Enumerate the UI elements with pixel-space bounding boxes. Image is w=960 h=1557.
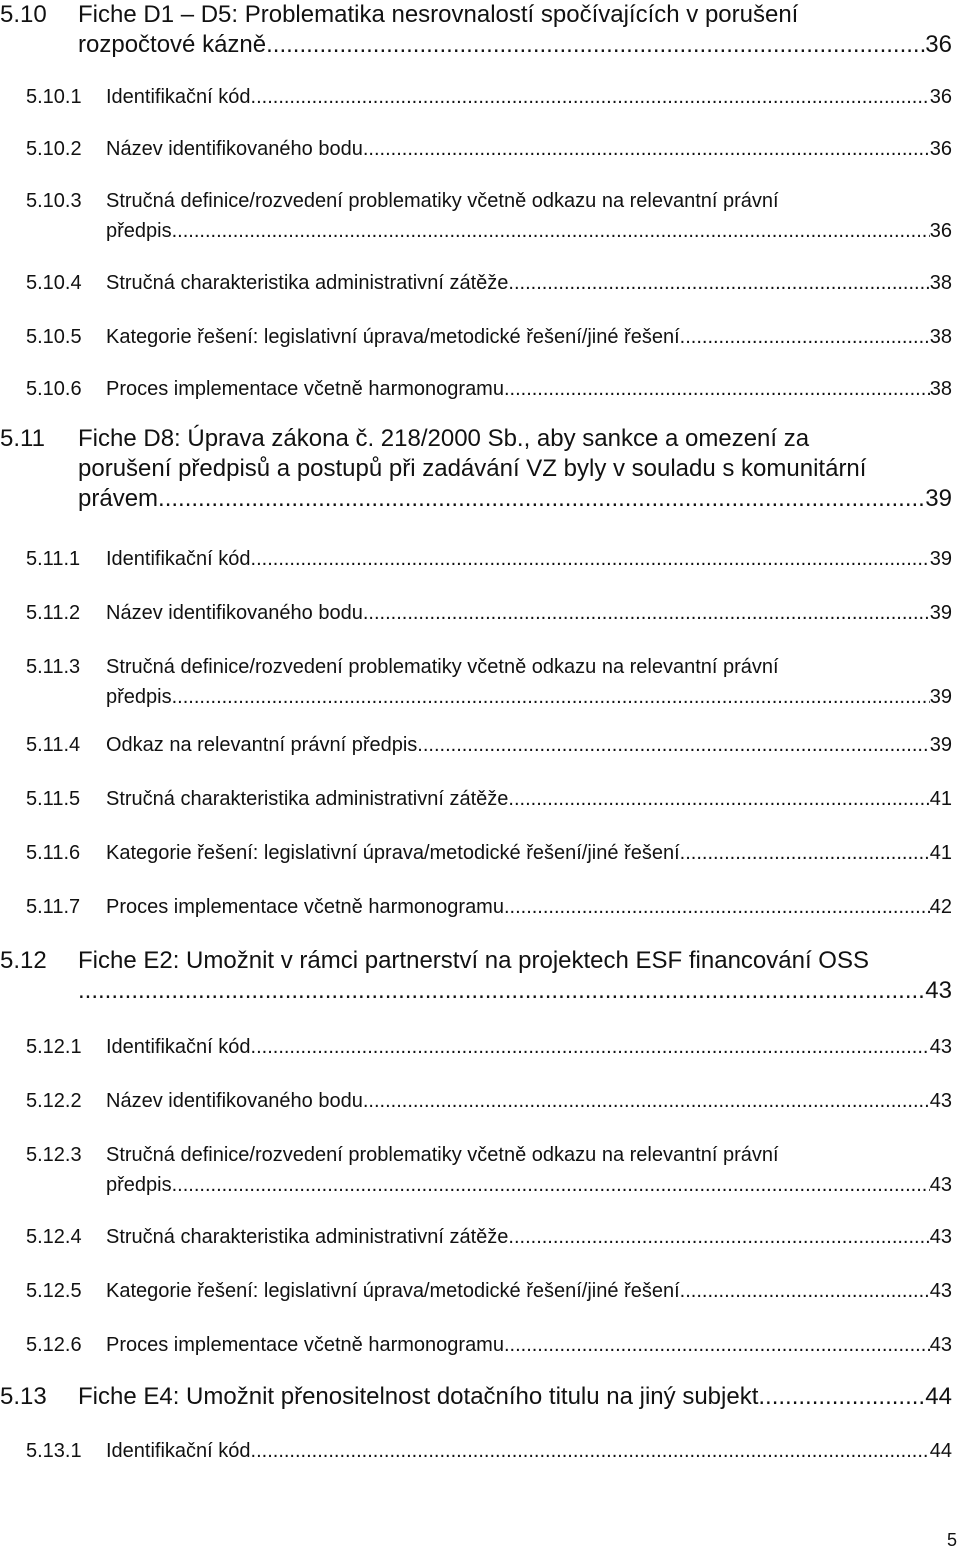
toc-entry-title: právem (78, 485, 159, 512)
toc-entry-page: 42 (929, 896, 952, 918)
toc-entry-number: 5.10.1 (26, 86, 82, 108)
toc-entry-page: 38 (929, 326, 952, 348)
toc-entry-number: 5.13.1 (26, 1440, 82, 1462)
toc-entry[interactable] (0, 1330, 952, 1360)
dot-leader (680, 838, 930, 868)
toc-entry-title: Stručná charakteristika administrativní zátěže (106, 788, 509, 810)
toc-entry-page: 44 (929, 1440, 952, 1462)
toc-entry-page: 39 (929, 548, 952, 570)
toc-entry-number: 5.11.3 (26, 656, 81, 678)
toc-entry-title: Fiche E2: Umožnit v rámci partnerství na projektech ESF financování OSS (78, 947, 869, 974)
toc-entry[interactable] (0, 1276, 952, 1306)
dot-leader (251, 1032, 930, 1062)
toc-entry-number: 5.11 (0, 425, 45, 452)
dot-leader (680, 322, 930, 352)
toc-entry[interactable] (0, 892, 952, 922)
toc-entry-page: 36 (929, 86, 952, 108)
dot-leader (172, 1170, 930, 1200)
toc-entry-page: 43 (929, 1334, 952, 1356)
toc-entry-title: předpis (106, 220, 172, 242)
toc-entry-number: 5.10.2 (26, 138, 82, 160)
dot-leader (363, 598, 930, 628)
toc-entry-number: 5.10.4 (26, 272, 82, 294)
toc-entry-page: 43 (929, 1174, 952, 1196)
dot-leader (504, 374, 930, 404)
toc-entry-title: Identifikační kód (106, 86, 251, 108)
dot-leader (680, 1276, 930, 1306)
toc-entry[interactable] (0, 946, 952, 1006)
dot-leader (251, 1436, 930, 1466)
toc-entry-title: Kategorie řešení: legislativní úprava/metodické řešení/jiné řešení (106, 1280, 680, 1302)
toc-entry-title: Stručná definice/rozvedení problematiky včetně odkazu na relevantní právní (106, 190, 779, 212)
toc-entry[interactable] (0, 1086, 952, 1116)
toc-entry-title: Kategorie řešení: legislativní úprava/metodické řešení/jiné řešení (106, 326, 680, 348)
toc-entry[interactable] (0, 598, 952, 628)
dot-leader (172, 682, 930, 712)
toc-entry-number: 5.12 (0, 947, 47, 974)
toc-entry-title: Identifikační kód (106, 1440, 251, 1462)
toc-entry[interactable] (0, 1222, 952, 1252)
toc-entry-number: 5.11.5 (26, 788, 81, 810)
toc-entry-title: Fiche E4: Umožnit přenositelnost dotačního titulu na jiný subjekt (78, 1383, 759, 1410)
dot-leader (251, 82, 930, 112)
toc-entry[interactable] (0, 544, 952, 574)
dot-leader (363, 134, 930, 164)
toc-entry-number: 5.12.4 (26, 1226, 82, 1248)
toc-entry-title: Proces implementace včetně harmonogramu (106, 1334, 504, 1356)
toc-entry[interactable] (0, 0, 952, 60)
toc-entry-title: předpis (106, 686, 172, 708)
toc-entry-page: 39 (929, 734, 952, 756)
toc-entry-page: 43 (929, 1090, 952, 1112)
toc-entry[interactable] (0, 838, 952, 868)
toc-entry-title: Stručná definice/rozvedení problematiky včetně odkazu na relevantní právní (106, 656, 779, 678)
toc-entry-title: Stručná charakteristika administrativní zátěže (106, 1226, 509, 1248)
dot-leader (78, 976, 925, 1006)
toc-entry[interactable] (0, 374, 952, 404)
toc-entry-title: Fiche D8: Úprava zákona č. 218/2000 Sb., aby sankce a omezení za (78, 425, 810, 452)
dot-leader (363, 1086, 930, 1116)
toc-entry-number: 5.11.1 (26, 548, 81, 570)
toc-entry-page: 36 (929, 138, 952, 160)
toc-entry[interactable] (0, 424, 952, 514)
toc-entry-title: Název identifikovaného bodu (106, 602, 363, 624)
toc-entry-number: 5.11.6 (26, 842, 81, 864)
toc-entry[interactable] (0, 730, 952, 760)
toc-entry-number: 5.12.1 (26, 1036, 82, 1058)
toc-entry-title: Identifikační kód (106, 548, 251, 570)
toc-entry-page: 39 (929, 602, 952, 624)
toc-entry[interactable] (0, 1436, 952, 1466)
toc-entry-number: 5.11.4 (26, 734, 81, 756)
dot-leader (508, 784, 929, 814)
toc-entry-number: 5.10 (0, 1, 47, 28)
toc-entry[interactable] (0, 134, 952, 164)
toc-entry-title: porušení předpisů a postupů při zadávání VZ byly v souladu s komunitární (78, 455, 867, 482)
toc-entry-page: 36 (929, 220, 952, 242)
toc-entry[interactable] (0, 82, 952, 112)
dot-leader (417, 730, 929, 760)
toc-entry-page: 41 (929, 842, 952, 864)
toc-entry[interactable] (0, 322, 952, 352)
toc-entry-page: 36 (925, 31, 952, 58)
toc-entry-number: 5.12.5 (26, 1280, 82, 1302)
dot-leader (504, 1330, 930, 1360)
dot-leader (508, 268, 929, 298)
toc-entry-page: 41 (929, 788, 952, 810)
toc-entry-number: 5.11.7 (26, 896, 81, 918)
toc-entry-title: Kategorie řešení: legislativní úprava/metodické řešení/jiné řešení (106, 842, 680, 864)
toc-entry-title: Identifikační kód (106, 1036, 251, 1058)
toc-entry-page: 43 (925, 977, 952, 1004)
toc-entry[interactable] (0, 1382, 952, 1412)
dot-leader (508, 1222, 929, 1252)
toc-entry-title: předpis (106, 1174, 172, 1196)
toc-entry[interactable] (0, 784, 952, 814)
toc-entry-number: 5.13 (0, 1383, 47, 1410)
dot-leader (158, 484, 925, 514)
toc-entry-number: 5.11.2 (26, 602, 81, 624)
toc-entry[interactable] (0, 186, 952, 246)
toc-entry-title: Proces implementace včetně harmonogramu (106, 378, 504, 400)
page-number: 5 (946, 1530, 957, 1550)
toc-entry-page: 44 (925, 1383, 952, 1410)
toc-entry-number: 5.10.3 (26, 190, 82, 212)
dot-leader (758, 1382, 925, 1412)
toc-entry-title: Proces implementace včetně harmonogramu (106, 896, 504, 918)
toc-entry-title: Název identifikovaného bodu (106, 138, 363, 160)
dot-leader (266, 30, 925, 60)
toc-entry-page: 39 (929, 686, 952, 708)
toc-entry-number: 5.12.3 (26, 1144, 82, 1166)
toc-entry-title: Stručná charakteristika administrativní zátěže (106, 272, 509, 294)
toc-entry[interactable] (0, 1140, 952, 1200)
toc-entry-page: 39 (925, 485, 952, 512)
toc-entry-title: Fiche D1 – D5: Problematika nesrovnalostí spočívajících v porušení (78, 1, 799, 28)
toc-entry-page: 43 (929, 1280, 952, 1302)
toc-entry-title: Stručná definice/rozvedení problematiky včetně odkazu na relevantní právní (106, 1144, 779, 1166)
toc-entry-number: 5.10.6 (26, 378, 82, 400)
toc-entry-page: 38 (929, 378, 952, 400)
toc-entry-title: Odkaz na relevantní právní předpis (106, 734, 418, 756)
toc-entry[interactable] (0, 652, 952, 712)
toc-entry-title: Název identifikovaného bodu (106, 1090, 363, 1112)
dot-leader (504, 892, 930, 922)
dot-leader (251, 544, 930, 574)
toc-entry-page: 38 (929, 272, 952, 294)
toc-entry-page: 43 (929, 1226, 952, 1248)
toc-entry-number: 5.12.2 (26, 1090, 82, 1112)
toc-entry-number: 5.10.5 (26, 326, 82, 348)
toc-entry-title: rozpočtové kázně (78, 31, 267, 58)
toc-entry-number: 5.12.6 (26, 1334, 82, 1356)
dot-leader (172, 216, 930, 246)
toc-entry-page: 43 (929, 1036, 952, 1058)
toc-entry[interactable] (0, 268, 952, 298)
toc-entry[interactable] (0, 1032, 952, 1062)
